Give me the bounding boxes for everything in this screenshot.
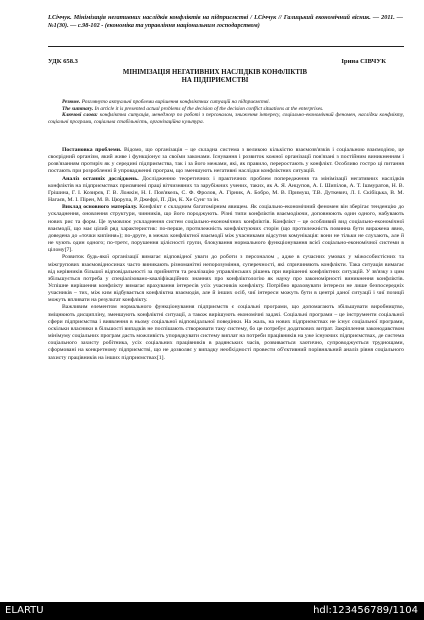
abstract-block <box>48 99 404 125</box>
author-name: Ірина СІВЧУК <box>341 58 386 65</box>
paragraph-main-material <box>48 204 404 254</box>
article-title <box>70 69 360 86</box>
paragraph-text: Конфлікт є складним багатомірним явищем. Як соціально-економічний феномен він зберігає тенденцію до ускладнення, оновлення структури, чинників, що його породжують. Різні типи конфліктів взаємодіючи, доповнюють один одного, набувають нових рис та форм. Це зумовлює ускладнення систем соціально-економічних конфліктів. Конфлікт – це особливий вид соціально-економічної взаємодії, що має цілий ряд характеристик: по-перше, протилежність конфліктуючих сторін (що протилежність повинна бути виражена явно, доведена до «точки кипіння»); по-друге, в межах конфліктної взаємодії між учасниками відсутня комунікація: вони не тільки не слухають, але й не чують один одного; по-третє, порушення цілісності групи, блокування нормального функціонування всієї соціально-економічної системи в цілому[7]. <box>48 204 404 254</box>
paragraph-text: Відомо, що організація – це складна система з великою кількістю взаємозв'язків і соціальною взаємодією, це своєрідний організм, який живе і функціонує за своїми законами. Існування і розвиток кожної організації пов'язані з постійним виникненням і розв'язанням протиріч як у середині підприємства, так і за його межами, які, як правило, переростають у конфлікт. Особливо гостро ці питання постають при розробленні й упровадженні програм, що зменшують негативні наслідки конфліктних ситуацій. <box>48 147 405 175</box>
paragraph-lead: Виклад основного матеріалу. <box>62 204 138 211</box>
paragraph-problem-statement <box>48 147 404 176</box>
title-line-1: МІНІМІЗАЦІЯ НЕГАТИВНИХ НАСЛІДКІВ КОНФЛІКТІВ <box>122 69 308 76</box>
paragraph-lead: Постановка проблеми. <box>62 147 122 153</box>
udk-code: УДК 658.3 <box>48 58 78 65</box>
title-line-2: НА ПІДПРИЄМСТВІ <box>181 77 249 85</box>
paragraph-organization-development: Розвиток будь-якої організації вимагає відповідної уваги до роботи з персоналом , адже в сучасних умовах у міжособистісних та міжгрупових взаємовідносинах часто виникають різноманітні непорозуміння, суперечності, які спричиняють конфлікти. Така ситуація вимагає від керівників більшої відповідальності за прийняття та реалізацію управлінських рішень при вирішенні конфліктних ситуацій. У зв'язку з цим збільшується потреба у спеціалізовано-кваліфікаційних знаннях про конфліктологію як науку про закономірності виникнення конфліктів. Успішне вирішення конфлікту вимагає врахування інтересів усіх учасників конфлікту. Потрібно враховувати інтереси не лише безпосередніх учасників – тих, між ким відбувається конфліктна взаємодія, але й інших осіб, чиї інтереси можуть бути в центрі даної ситуації і чиї позиції можуть впливати на результат конфлікту. <box>48 254 404 304</box>
header-divider <box>48 46 404 47</box>
paragraph-lead: Аналіз останніх досліджень. <box>62 175 139 182</box>
rezume-label: Резюме. <box>62 99 81 105</box>
repository-name: ELARTU <box>5 605 44 616</box>
viewer-footer <box>0 602 424 620</box>
article-body <box>48 147 404 362</box>
rezume-text: Розглянуто актуальні проблеми вирішення конфліктних ситуацій на підприємстві. <box>80 99 270 105</box>
paragraph-literature-review <box>48 176 404 205</box>
rezume-paragraph <box>48 99 404 106</box>
citation-header: І.Січчук. Мінімізація негативних наслідків конфліктів на підприємстві / І.Січчук // Галицький економічний вісник. — 2011. — №1(30). — с.98-102 - (економіка та управління національним господарством) <box>48 14 403 29</box>
paragraph-social-programs: Важливим елементом нормального функціонування підприємств є соціальні програми, що допомагають збільшувати виробництво, зміцнюють дисципліну, зменшують конфліктні ситуації, а також вирішують економічні задачі. Соціальні програми – це інструменти соціальної сфери підприємства і виявлення в ньому соціальної відповідальної поведінки. На жаль, на нових підприємствах не існує соціальної програми, оскільки власники в більшості випадків не поспішають створювати таку систему, бо це потребує додаткових витрат. Закріплення законодавством мінімуму соціальних програм дасть можливість упорядкувати систему виплат на потреби працівників на уже існуючих підприємствах, де система соціального захисту робітника, усіх соціальних працівників в радянських часів, розвивається хаотично, супроводжується труднощами, сформовані на конкретному підприємстві, що не дозволяє у випадку необхідності провести об'єктивний порівняльний аналіз рівня соціального захисту працівників на інших підприємствах[1]. <box>48 304 404 361</box>
keywords-label: Ключові слова: <box>62 112 98 119</box>
summary-label: The summary. <box>62 105 94 112</box>
paragraph-text: Дослідженню теоретичних і практичних проблем попередження та мінімізації негативних наслідків конфліктів на підприємствах присвячені праці вітчизняних та зарубіжних учених, таких, як А. Я. Анцупов, А. І. Шипілов, А. Т. Ішмуратов, Н. В. Грішина, Г. І. Козирєв, Г. В. Ложкін, Н. І. Пов'якель, С. Ф. Фролов, А. Гірник, А. Бобро, М. В. Примуш, Т.В. Дуткевич, Л. І. Скібіцька, В. М. Нагаєв, М. І. Пірен, М. В. Цюрупа, Р. Джефрі, П. Дін, К. Хе Сунг та ін. <box>48 175 405 204</box>
summary-text: In article it is presented actual problems of the decision of the decision conflict situations at the enterprises. <box>93 105 324 112</box>
keywords-text: конфліктна ситуація, менеджер по роботі з персоналом, зниження інтересу, соціально-економічний феномен, наслідки конфлікту, соціальні програми, соціальна стабільність, організаційна культура. <box>48 112 404 125</box>
handle-identifier: hdl:123456789/1104 <box>313 605 418 616</box>
keywords-paragraph <box>48 112 404 125</box>
